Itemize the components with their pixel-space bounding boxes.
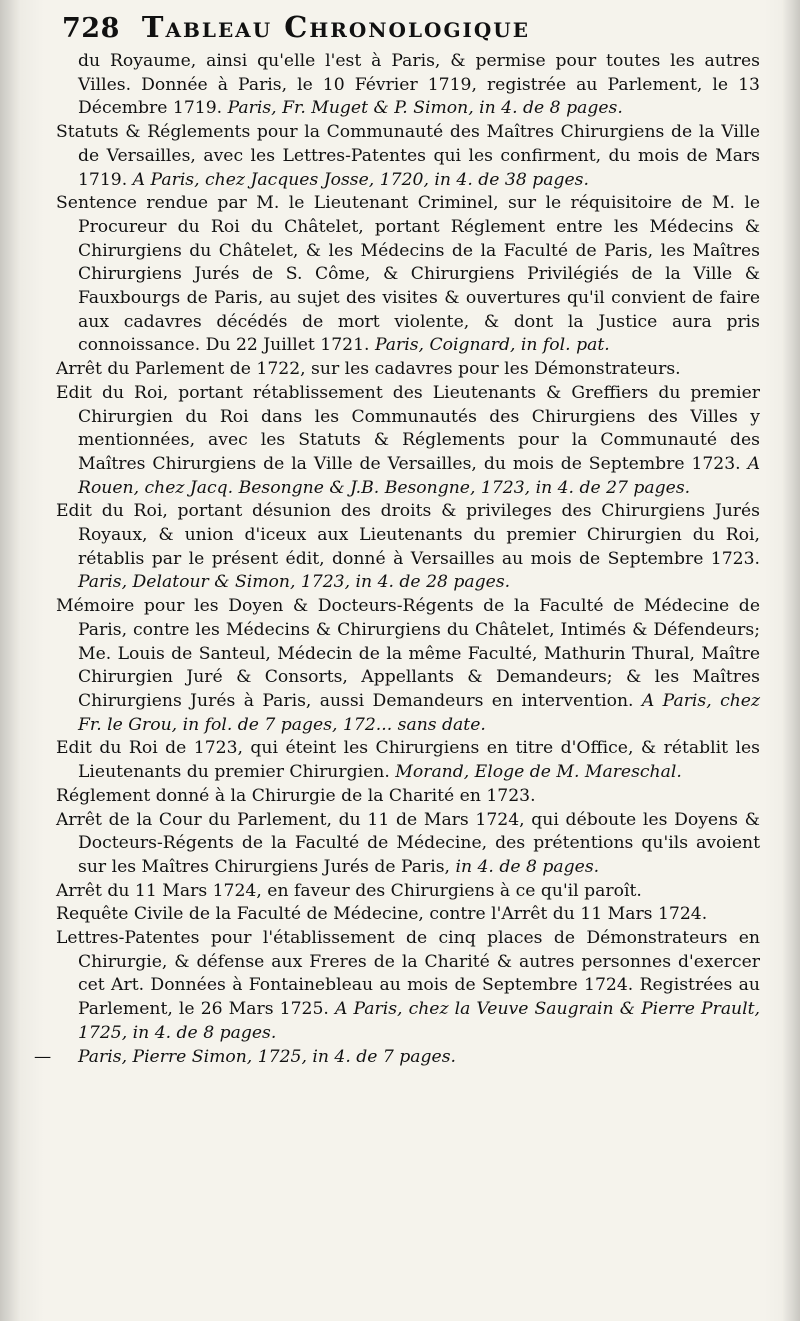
entry-statuts-versailles	[56, 121, 760, 192]
entry-text: Mémoire pour les Doyen & Docteurs-Régents de la Faculté de Médecine de Paris, contre les Médecins & Chirurgiens du Châtelet, Intimés & Défendeurs; Me. Louis de Santeul, Médecin de la même Faculté, Mathurin Thural, Maître Chirurgien Juré & Consorts, Appellants & Demandeurs; & les Maîtres Chirurgiens Jurés à Paris, aussi Demandeurs en intervention.	[56, 596, 760, 711]
entry-text: du Royaume, ainsi qu'elle l'est à Paris, & permise pour toutes les autres Villes. Donnée à Paris, le 10 Février 1719, registrée au Parlement, le 13 Décembre 1719.	[78, 51, 760, 119]
entry-text: Arrêt de la Cour du Parlement, du 11 de Mars 1724, qui déboute les Doyens & Docteurs-Régents de la Faculté de Médecine, des prétentions qu'ils avoient sur les Maîtres Chirurgiens Jurés de Paris,	[56, 809, 760, 877]
entry-arret-11-mars	[56, 880, 760, 904]
entry-text: Requête Civile de la Faculté de Médecine, contre l'Arrêt du 11 Mars 1724.	[56, 904, 708, 925]
entry-text: Edit du Roi de 1723, qui éteint les Chirurgiens en titre d'Office, & rétablit les Lieutenants du premier Chirurgien.	[56, 738, 760, 783]
entry-text: Arrêt du Parlement de 1722, sur les cadavres pour les Démonstrateurs.	[56, 359, 681, 380]
entry-publication: Morand, Eloge de M. Mareschal.	[389, 762, 682, 783]
entry-sentence-lieutenant-criminel	[56, 192, 760, 358]
entry-continuation	[56, 50, 760, 121]
entry-text: Edit du Roi, portant rétablissement des Lieutenants & Greffiers du premier Chirurgien du Roi dans les Communautés des Chirurgiens des Villes y mentionnées, avec les Statuts & Réglements pour la Communauté des Maîtres Chirurgiens de la Ville de Versailles, du mois de Septembre 1723.	[56, 382, 760, 474]
page-header	[62, 10, 760, 50]
entry-edit-retablissement	[56, 382, 760, 501]
entry-publication: A Paris, chez Fr. le Grou, in fol. de 7 pages, 172... sans date.	[78, 690, 760, 735]
entry-text: Lettres-Patentes pour l'établissement de cinq places de Démonstrateurs en Chirurgie, & défense aux Freres de la Charité & autres personnes d'exercer cet Art. Données à Fontainebleau au mois de Septembre 1724. Registrées au Parlement, le 26 Mars 1725.	[56, 928, 760, 1020]
running-title: Tableau Chronologique	[141, 10, 530, 44]
entry-memoire-doyen	[56, 595, 760, 737]
entry-lettres-patentes	[56, 927, 760, 1046]
entry-arret-cour-1724	[56, 809, 760, 880]
entry-text: Statuts & Réglements pour la Communauté des Maîtres Chirurgiens de la Ville de Versailles, avec les Lettres-Patentes qui les confirment, du mois de Mars 1719.	[56, 122, 760, 190]
entry-publication: Paris, Coignard, in fol. pat.	[369, 335, 610, 356]
entry-text: Arrêt du 11 Mars 1724, en faveur des Chirurgiens à ce qu'il paroît.	[56, 880, 642, 901]
entry-publication: Paris, Fr. Muget & P. Simon, in 4. de 8 pages.	[222, 98, 623, 119]
entry-reglement-charite	[56, 785, 760, 809]
entry-publication: A Paris, chez la Veuve Saugrain & Pierre Prault, 1725, in 4. de 8 pages.	[78, 999, 760, 1043]
entry-edit-desunion	[56, 500, 760, 595]
entry-publication: Paris, Pierre Simon, 1725, in 4. de 7 pages.	[78, 1046, 457, 1067]
entry-subsequent-edition	[34, 1046, 760, 1070]
entry-text: Réglement donné à la Chirurgie de la Charité en 1723.	[56, 785, 536, 806]
entry-edit-1723	[56, 737, 760, 784]
entry-arret-1722	[56, 358, 760, 382]
entry-publication: in 4. de 8 pages.	[450, 856, 600, 877]
entry-publication: A Rouen, chez Jacq. Besongne & J.B. Besongne, 1723, in 4. de 27 pages.	[78, 453, 760, 498]
entry-text: Edit du Roi, portant désunion des droits & privileges des Chirurgiens Jurés Royaux, & union d'iceux aux Lieutenants du premier Chirurgien du Roi, rétablis par le présent édit, donné à Versailles au mois de Septembre 1723.	[56, 501, 760, 569]
ditto-dash: —	[34, 1046, 52, 1067]
page-number: 728	[62, 13, 120, 44]
chronological-entries	[34, 50, 760, 1069]
entry-text: Sentence rendue par M. le Lieutenant Criminel, sur le réquisitoire de M. le Procureur du Roi du Châtelet, portant Réglement entre les Médecins & Chirurgiens du Châtelet, & les Médecins de la Faculté de Paris, les Maîtres Chirurgiens Jurés de S. Côme, & Chirurgiens Privilégiés de la Ville & Fauxbourgs de Paris, au sujet des visites & ouvertures qu'il convient de faire aux cadavres décédés de mort violente, & dont la Justice aura pris connoissance. Du 22 Juillet 1721.	[56, 193, 760, 356]
entry-requete-civile	[56, 903, 760, 927]
entry-publication: A Paris, chez Jacques Josse, 1720, in 4. de 38 pages.	[127, 169, 589, 190]
entry-publication: Paris, Delatour & Simon, 1723, in 4. de 28 pages.	[78, 572, 511, 593]
